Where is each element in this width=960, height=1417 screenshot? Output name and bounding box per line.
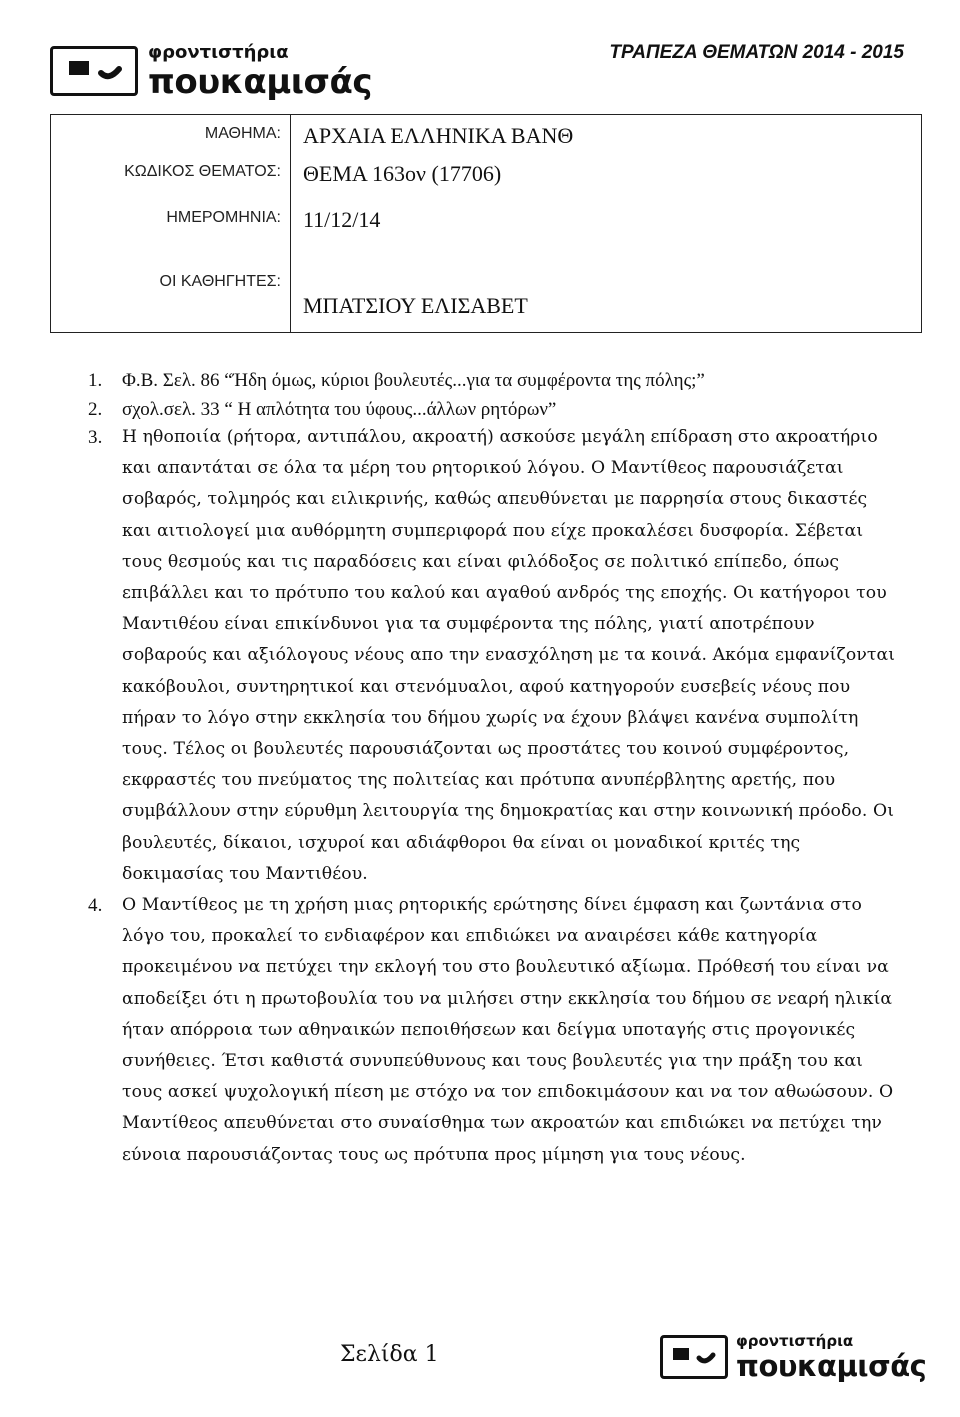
item-number: 4.: [88, 895, 103, 917]
answers: [88, 366, 900, 1171]
item-number: 1.: [88, 370, 103, 391]
item-text: σχολ.σελ. 33 “ Η απλότητα του ύφους...άλλων ρητόρων”: [122, 399, 557, 420]
item-text: Φ.Β. Σελ. 86 “Ήδη όμως, κύριοι βουλευτές...για τα συμφέροντα της πόλης;”: [122, 370, 705, 391]
subject-value: ΑΡΧΑΙΑ ΕΛΛΗΝΙΚΑ ΒΑΝΘ: [303, 123, 574, 148]
meta-divider: [290, 115, 291, 332]
logo-mark-icon: [50, 46, 138, 96]
item-text: Ο Μαντίθεος με τη χρήση μιας ρητορικής ερώτησης δίνει έμφαση και ζωντάνια στο λόγο του, προκαλεί το ενδιαφέρον και επιδιώκει να αναιρέσει κάθε κατηγορία προκειμένου να πετύχει την εκλογή του στο βουλευτικό αξίωμα. Πρόθεσή του είναι να αποδείξει ότι η πρωτοβουλία του να μιλήσει στην εκκλησία του δήμου σε νεαρή ηλικία ήταν απόρροια των αθηναικών πεποιθήσεων και δείγμα υποταγής στις προγονικές συνήθειες. Έτσι καθιστά συνυπεύθυνους και τους βουλευτές για την πράξη του και τους ασκεί ψυχολογική πίεση με στόχο να τον επιδοκιμάσουν και να τον αθωώσουν. Ο Μαντίθεος απευθύνεται στο συναίσθημα των ακροατών και επιδιώκει να πετύχει την εύνοια παρουσιάζοντας τους ως πρότυπα προς μίμηση για τους νέους.: [122, 895, 894, 1165]
logo-brand: πουκαμισάς: [148, 62, 372, 102]
logo-subtitle: φροντιστήρια: [736, 1332, 854, 1350]
date-value: 11/12/14: [303, 207, 381, 232]
code-value: ΘΕΜΑ 163ον (17706): [303, 161, 502, 186]
teachers-value: ΜΠΑΤΣΙΟΥ ΕΛΙΣΑΒΕΤ: [303, 293, 528, 318]
header-logo: [50, 42, 372, 102]
logo-subtitle: φροντιστήρια: [148, 42, 289, 63]
footer-logo: [660, 1332, 926, 1381]
logo-brand: πουκαμισάς: [736, 1349, 927, 1383]
answer-item: [88, 366, 900, 395]
date-label: ΗΜΕΡΟΜΗΝΙΑ:: [166, 209, 281, 226]
logo-mark-icon: [660, 1335, 728, 1379]
item-text: Η ηθοποιία (ρήτορα, αντιπάλου, ακροατή) ασκούσε μεγάλη επίδραση στο ακροατήριο και απαντάται σε όλα τα μέρη του ρητορικού λόγου. Ο Μαντίθεος παρουσιάζεται σοβαρός, τολμηρός και ειλικρινής, καθώς απευθύνεται με παρρησία στους δικαστές και αιτιολογεί μια αυθόρμητη συμπεριφορά που είχε προκαλέσει δυσφορία. Σέβεται τους θεσμούς και τις παραδόσεις και είναι φιλόδοξος σε πολιτικό επίπεδο, όπως επιβάλλει και το πρότυπο του καλού και αγαθού ανδρός της εποχής. Οι κατήγοροι του Μαντιθέου είναι επικίνδυνοι για τα συμφέροντα της πόλης, γιατί αποτρέπουν σοβαρούς και αξιόλογους νέους απο την ενασχόληση με τα κοινά. Ακόμα εμφανίζονται κακόβουλοι, συντηρητικοί και στενόμυαλοι, αφού κατηγορούν ευσεβείς νέους που πήραν το λόγο στην εκκλησία του δήμου χωρίς να έχουν βλάψει κανένα συμπολίτη τους. Τέλος οι βουλευτές παρουσιάζονται ως προστάτες του κοινού συμφέροντος, εκφραστές του πνεύματος της πολιτείας και πρότυπα ανυπέρβλητης αρετής, που συμβάλλουν στην εύρυθμη λειτουργία της δημοκρατίας και στην κοινωνική πρόοδο. Οι βουλευτές, δίκαιοι, ισχυροί και αδιάφθοροι θα είναι οι μοναδικοί κριτές της δοκιμασίας του Μαντιθέου.: [122, 427, 896, 884]
subject-label: ΜΑΘΗΜΑ:: [204, 125, 281, 142]
item-number: 3.: [88, 427, 103, 448]
answer-item: [88, 890, 900, 1171]
answer-item: [88, 395, 900, 424]
bank-title: ΤΡΑΠΕΖΑ ΘΕΜΑΤΩΝ 2014 - 2015: [609, 42, 904, 63]
answer-item: [88, 422, 900, 890]
page-number: Σελίδα 1: [340, 1342, 439, 1367]
meta-table: [50, 114, 922, 333]
item-number: 2.: [88, 399, 103, 420]
teachers-label: ΟΙ ΚΑΘΗΓΗΤΕΣ:: [159, 273, 281, 290]
code-label: ΚΩΔΙΚΟΣ ΘΕΜΑΤΟΣ:: [124, 163, 281, 180]
